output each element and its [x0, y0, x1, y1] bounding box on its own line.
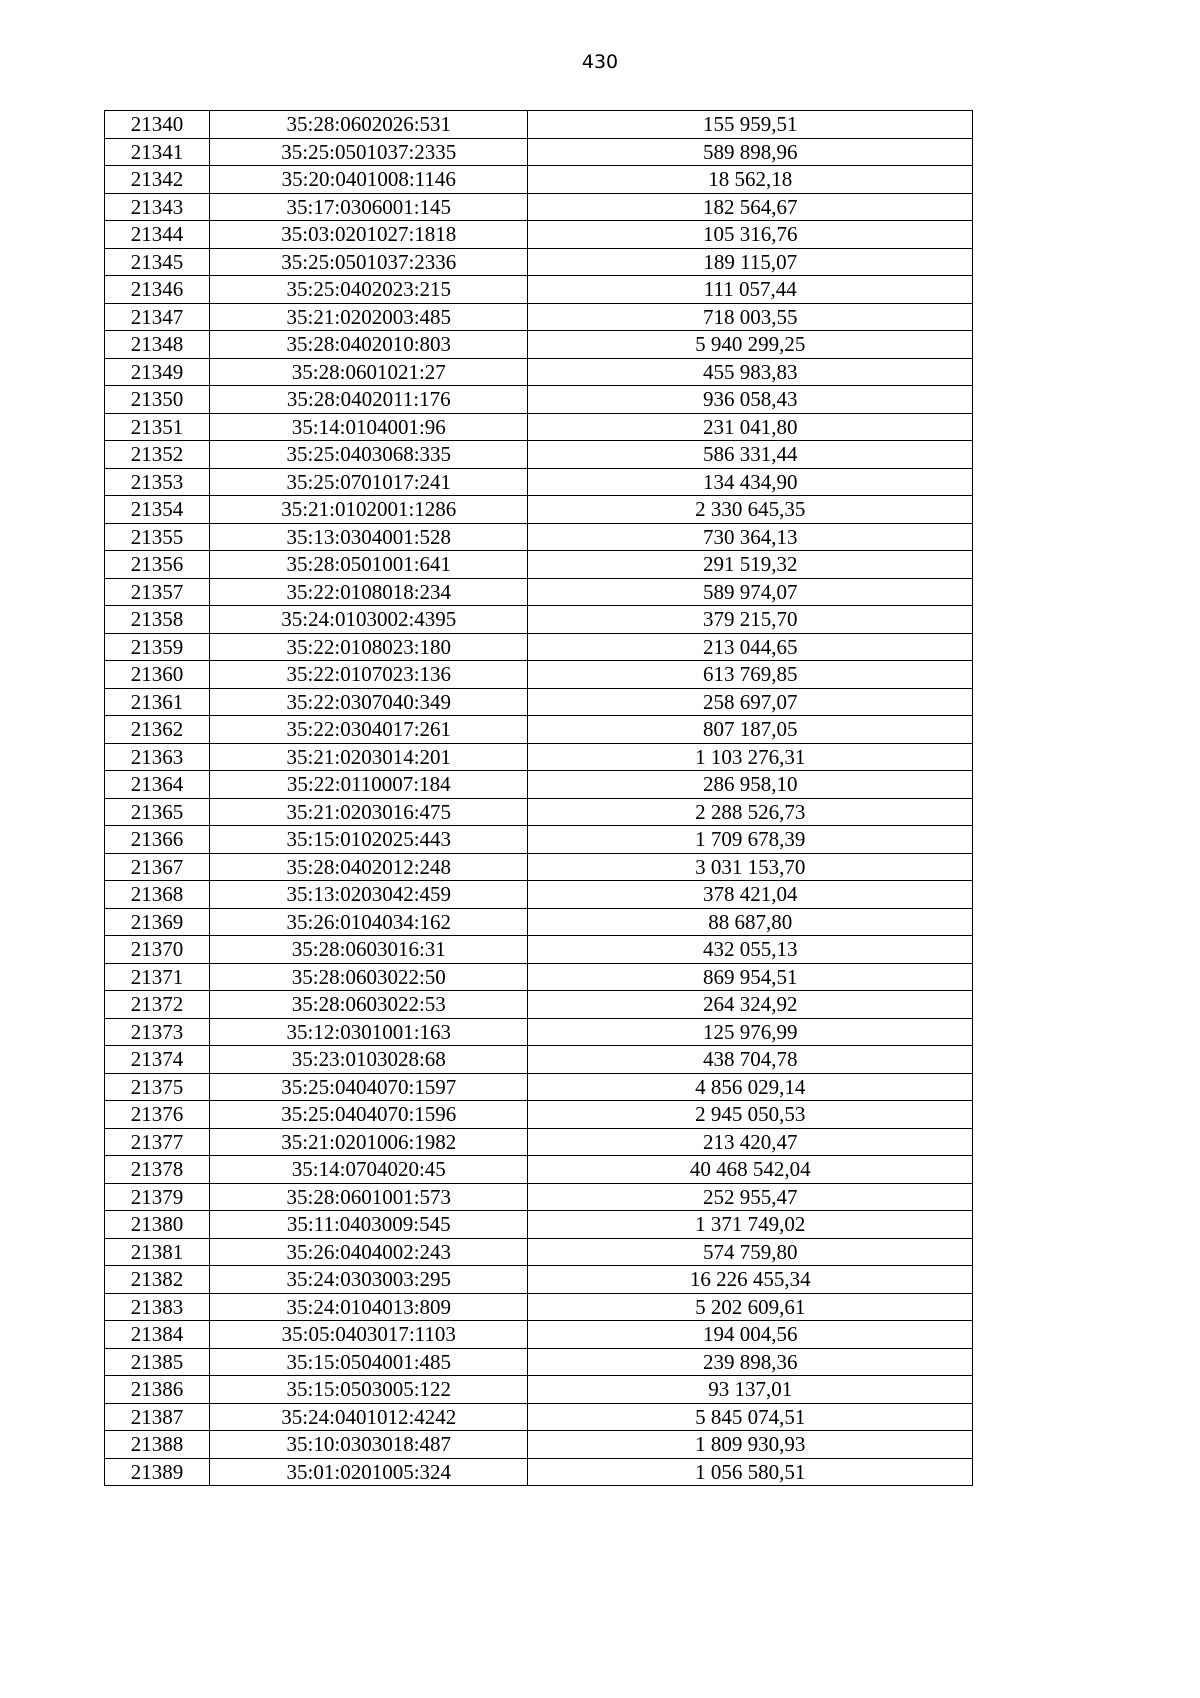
- row-number-cell: 21371: [105, 963, 210, 991]
- cadastral-value-cell: 1 056 580,51: [528, 1458, 973, 1486]
- row-number-cell: 21366: [105, 826, 210, 854]
- row-number-cell: 21379: [105, 1183, 210, 1211]
- cadastral-value-cell: 213 420,47: [528, 1128, 973, 1156]
- row-number-cell: 21369: [105, 908, 210, 936]
- row-number-cell: 21374: [105, 1046, 210, 1074]
- cadastral-value-cell: 2 330 645,35: [528, 496, 973, 524]
- table-row: [105, 551, 973, 579]
- cadastral-number-cell: 35:24:0103002:4395: [210, 606, 528, 634]
- cadastral-value-cell: 869 954,51: [528, 963, 973, 991]
- table-row: [105, 661, 973, 689]
- cadastral-value-cell: 252 955,47: [528, 1183, 973, 1211]
- cadastral-number-cell: 35:25:0501037:2335: [210, 138, 528, 166]
- table-row: [105, 1321, 973, 1349]
- cadastral-number-cell: 35:12:0301001:163: [210, 1018, 528, 1046]
- row-number-cell: 21356: [105, 551, 210, 579]
- cadastral-value-cell: 1 103 276,31: [528, 743, 973, 771]
- table-row: [105, 1348, 973, 1376]
- row-number-cell: 21351: [105, 413, 210, 441]
- table-row: [105, 138, 973, 166]
- cadastral-value-cell: 807 187,05: [528, 716, 973, 744]
- cadastral-value-cell: 258 697,07: [528, 688, 973, 716]
- row-number-cell: 21388: [105, 1431, 210, 1459]
- cadastral-number-cell: 35:22:0307040:349: [210, 688, 528, 716]
- cadastral-value-cell: 455 983,83: [528, 358, 973, 386]
- cadastral-number-cell: 35:28:0601021:27: [210, 358, 528, 386]
- row-number-cell: 21389: [105, 1458, 210, 1486]
- cadastral-number-cell: 35:21:0203016:475: [210, 798, 528, 826]
- cadastral-number-cell: 35:14:0704020:45: [210, 1156, 528, 1184]
- cadastral-number-cell: 35:11:0403009:545: [210, 1211, 528, 1239]
- row-number-cell: 21380: [105, 1211, 210, 1239]
- table-row: [105, 991, 973, 1019]
- cadastral-number-cell: 35:24:0303003:295: [210, 1266, 528, 1294]
- table-row: [105, 331, 973, 359]
- row-number-cell: 21340: [105, 111, 210, 139]
- page-number: 430: [581, 51, 619, 73]
- table-row: [105, 936, 973, 964]
- table-row: [105, 826, 973, 854]
- row-number-cell: 21361: [105, 688, 210, 716]
- cadastral-value-cell: 291 519,32: [528, 551, 973, 579]
- cadastral-value-cell: 194 004,56: [528, 1321, 973, 1349]
- cadastral-value-cell: 2 288 526,73: [528, 798, 973, 826]
- row-number-cell: 21378: [105, 1156, 210, 1184]
- table-row: [105, 1156, 973, 1184]
- table-row: [105, 193, 973, 221]
- row-number-cell: 21364: [105, 771, 210, 799]
- row-number-cell: 21367: [105, 853, 210, 881]
- cadastral-number-cell: 35:28:0402010:803: [210, 331, 528, 359]
- table-row: [105, 111, 973, 139]
- table-row: [105, 688, 973, 716]
- cadastral-number-cell: 35:10:0303018:487: [210, 1431, 528, 1459]
- cadastral-number-cell: 35:22:0110007:184: [210, 771, 528, 799]
- table-row: [105, 1101, 973, 1129]
- cadastral-value-cell: 239 898,36: [528, 1348, 973, 1376]
- row-number-cell: 21368: [105, 881, 210, 909]
- row-number-cell: 21365: [105, 798, 210, 826]
- cadastral-number-cell: 35:21:0201006:1982: [210, 1128, 528, 1156]
- table-row: [105, 1073, 973, 1101]
- row-number-cell: 21359: [105, 633, 210, 661]
- cadastral-value-cell: 1 809 930,93: [528, 1431, 973, 1459]
- cadastral-value-cell: 231 041,80: [528, 413, 973, 441]
- cadastral-value-cell: 134 434,90: [528, 468, 973, 496]
- cadastral-value-cell: 5 845 074,51: [528, 1403, 973, 1431]
- cadastral-value-cell: 589 974,07: [528, 578, 973, 606]
- row-number-cell: 21375: [105, 1073, 210, 1101]
- cadastral-number-cell: 35:25:0701017:241: [210, 468, 528, 496]
- cadastral-number-cell: 35:23:0103028:68: [210, 1046, 528, 1074]
- row-number-cell: 21342: [105, 166, 210, 194]
- cadastral-value-cell: 155 959,51: [528, 111, 973, 139]
- cadastral-number-cell: 35:22:0304017:261: [210, 716, 528, 744]
- cadastral-value-cell: 2 945 050,53: [528, 1101, 973, 1129]
- row-number-cell: 21346: [105, 276, 210, 304]
- cadastral-value-cell: 40 468 542,04: [528, 1156, 973, 1184]
- cadastral-number-cell: 35:25:0501037:2336: [210, 248, 528, 276]
- cadastral-number-cell: 35:26:0104034:162: [210, 908, 528, 936]
- row-number-cell: 21362: [105, 716, 210, 744]
- row-number-cell: 21343: [105, 193, 210, 221]
- cadastral-value-cell: 111 057,44: [528, 276, 973, 304]
- cadastral-value-cell: 432 055,13: [528, 936, 973, 964]
- cadastral-value-cell: 5 940 299,25: [528, 331, 973, 359]
- table-row: [105, 303, 973, 331]
- table-row: [105, 1046, 973, 1074]
- row-number-cell: 21376: [105, 1101, 210, 1129]
- row-number-cell: 21370: [105, 936, 210, 964]
- cadastral-number-cell: 35:13:0203042:459: [210, 881, 528, 909]
- table-row: [105, 468, 973, 496]
- cadastral-number-cell: 35:28:0603016:31: [210, 936, 528, 964]
- row-number-cell: 21384: [105, 1321, 210, 1349]
- row-number-cell: 21352: [105, 441, 210, 469]
- cadastral-number-cell: 35:21:0202003:485: [210, 303, 528, 331]
- cadastral-value-cell: 182 564,67: [528, 193, 973, 221]
- row-number-cell: 21358: [105, 606, 210, 634]
- cadastral-number-cell: 35:24:0104013:809: [210, 1293, 528, 1321]
- cadastral-number-cell: 35:15:0503005:122: [210, 1376, 528, 1404]
- row-number-cell: 21348: [105, 331, 210, 359]
- table-row: [105, 1431, 973, 1459]
- table-row: [105, 523, 973, 551]
- table-row: [105, 1293, 973, 1321]
- cadastral-number-cell: 35:28:0402012:248: [210, 853, 528, 881]
- cadastral-number-cell: 35:03:0201027:1818: [210, 221, 528, 249]
- table-row: [105, 166, 973, 194]
- cadastral-number-cell: 35:22:0108018:234: [210, 578, 528, 606]
- cadastral-value-cell: 264 324,92: [528, 991, 973, 1019]
- table-row: [105, 386, 973, 414]
- table-row: [105, 633, 973, 661]
- row-number-cell: 21357: [105, 578, 210, 606]
- cadastral-value-cell: 936 058,43: [528, 386, 973, 414]
- cadastral-number-cell: 35:22:0108023:180: [210, 633, 528, 661]
- cadastral-value-cell: 1 371 749,02: [528, 1211, 973, 1239]
- table-row: [105, 771, 973, 799]
- row-number-cell: 21355: [105, 523, 210, 551]
- row-number-cell: 21383: [105, 1293, 210, 1321]
- row-number-cell: 21341: [105, 138, 210, 166]
- cadastral-value-cell: 589 898,96: [528, 138, 973, 166]
- table-row: [105, 716, 973, 744]
- cadastral-number-cell: 35:14:0104001:96: [210, 413, 528, 441]
- cadastral-number-cell: 35:13:0304001:528: [210, 523, 528, 551]
- cadastral-value-cell: 438 704,78: [528, 1046, 973, 1074]
- cadastral-number-cell: 35:15:0504001:485: [210, 1348, 528, 1376]
- cadastral-number-cell: 35:21:0203014:201: [210, 743, 528, 771]
- cadastral-value-cell: 16 226 455,34: [528, 1266, 973, 1294]
- table-row: [105, 1266, 973, 1294]
- cadastral-value-cell: 286 958,10: [528, 771, 973, 799]
- row-number-cell: 21350: [105, 386, 210, 414]
- cadastral-value-cell: 730 364,13: [528, 523, 973, 551]
- table-row: [105, 496, 973, 524]
- cadastral-number-cell: 35:28:0602026:531: [210, 111, 528, 139]
- row-number-cell: 21360: [105, 661, 210, 689]
- row-number-cell: 21349: [105, 358, 210, 386]
- cadastral-number-cell: 35:28:0603022:50: [210, 963, 528, 991]
- cadastral-number-cell: 35:05:0403017:1103: [210, 1321, 528, 1349]
- cadastral-value-cell: 574 759,80: [528, 1238, 973, 1266]
- cadastral-value-cell: 1 709 678,39: [528, 826, 973, 854]
- cadastral-value-cell: 189 115,07: [528, 248, 973, 276]
- row-number-cell: 21381: [105, 1238, 210, 1266]
- cadastral-value-table: [104, 110, 973, 1486]
- table-row: [105, 578, 973, 606]
- cadastral-number-cell: 35:01:0201005:324: [210, 1458, 528, 1486]
- cadastral-number-cell: 35:21:0102001:1286: [210, 496, 528, 524]
- row-number-cell: 21344: [105, 221, 210, 249]
- table-row: [105, 963, 973, 991]
- cadastral-number-cell: 35:15:0102025:443: [210, 826, 528, 854]
- cadastral-value-cell: 93 137,01: [528, 1376, 973, 1404]
- cadastral-number-cell: 35:28:0501001:641: [210, 551, 528, 579]
- row-number-cell: 21353: [105, 468, 210, 496]
- cadastral-value-cell: 88 687,80: [528, 908, 973, 936]
- table-row: [105, 606, 973, 634]
- cadastral-value-cell: 213 044,65: [528, 633, 973, 661]
- cadastral-number-cell: 35:24:0401012:4242: [210, 1403, 528, 1431]
- cadastral-value-cell: 378 421,04: [528, 881, 973, 909]
- table-row: [105, 1376, 973, 1404]
- table-row: [105, 1238, 973, 1266]
- row-number-cell: 21345: [105, 248, 210, 276]
- row-number-cell: 21363: [105, 743, 210, 771]
- table-row: [105, 1403, 973, 1431]
- cadastral-value-cell: 125 976,99: [528, 1018, 973, 1046]
- cadastral-value-cell: 3 031 153,70: [528, 853, 973, 881]
- row-number-cell: 21385: [105, 1348, 210, 1376]
- row-number-cell: 21373: [105, 1018, 210, 1046]
- cadastral-value-cell: 4 856 029,14: [528, 1073, 973, 1101]
- table-row: [105, 1211, 973, 1239]
- cadastral-value-cell: 613 769,85: [528, 661, 973, 689]
- cadastral-number-cell: 35:22:0107023:136: [210, 661, 528, 689]
- cadastral-value-cell: 5 202 609,61: [528, 1293, 973, 1321]
- cadastral-number-cell: 35:25:0402023:215: [210, 276, 528, 304]
- row-number-cell: 21347: [105, 303, 210, 331]
- table-row: [105, 358, 973, 386]
- cadastral-value-cell: 379 215,70: [528, 606, 973, 634]
- row-number-cell: 21354: [105, 496, 210, 524]
- table-row: [105, 881, 973, 909]
- row-number-cell: 21387: [105, 1403, 210, 1431]
- cadastral-value-cell: 718 003,55: [528, 303, 973, 331]
- table-row: [105, 853, 973, 881]
- cadastral-number-cell: 35:28:0402011:176: [210, 386, 528, 414]
- table-row: [105, 908, 973, 936]
- table-row: [105, 743, 973, 771]
- cadastral-value-cell: 18 562,18: [528, 166, 973, 194]
- table-row: [105, 221, 973, 249]
- table-row: [105, 441, 973, 469]
- table-row: [105, 276, 973, 304]
- table-row: [105, 1458, 973, 1486]
- cadastral-number-cell: 35:20:0401008:1146: [210, 166, 528, 194]
- cadastral-number-cell: 35:26:0404002:243: [210, 1238, 528, 1266]
- cadastral-number-cell: 35:17:0306001:145: [210, 193, 528, 221]
- table-row: [105, 413, 973, 441]
- table-row: [105, 1018, 973, 1046]
- cadastral-number-cell: 35:28:0603022:53: [210, 991, 528, 1019]
- row-number-cell: 21382: [105, 1266, 210, 1294]
- row-number-cell: 21372: [105, 991, 210, 1019]
- table-body: [105, 111, 973, 1486]
- cadastral-number-cell: 35:25:0403068:335: [210, 441, 528, 469]
- cadastral-number-cell: 35:28:0601001:573: [210, 1183, 528, 1211]
- cadastral-number-cell: 35:25:0404070:1596: [210, 1101, 528, 1129]
- row-number-cell: 21377: [105, 1128, 210, 1156]
- table-row: [105, 1128, 973, 1156]
- table-row: [105, 248, 973, 276]
- row-number-cell: 21386: [105, 1376, 210, 1404]
- cadastral-number-cell: 35:25:0404070:1597: [210, 1073, 528, 1101]
- cadastral-value-cell: 105 316,76: [528, 221, 973, 249]
- table-row: [105, 1183, 973, 1211]
- table-row: [105, 798, 973, 826]
- cadastral-value-cell: 586 331,44: [528, 441, 973, 469]
